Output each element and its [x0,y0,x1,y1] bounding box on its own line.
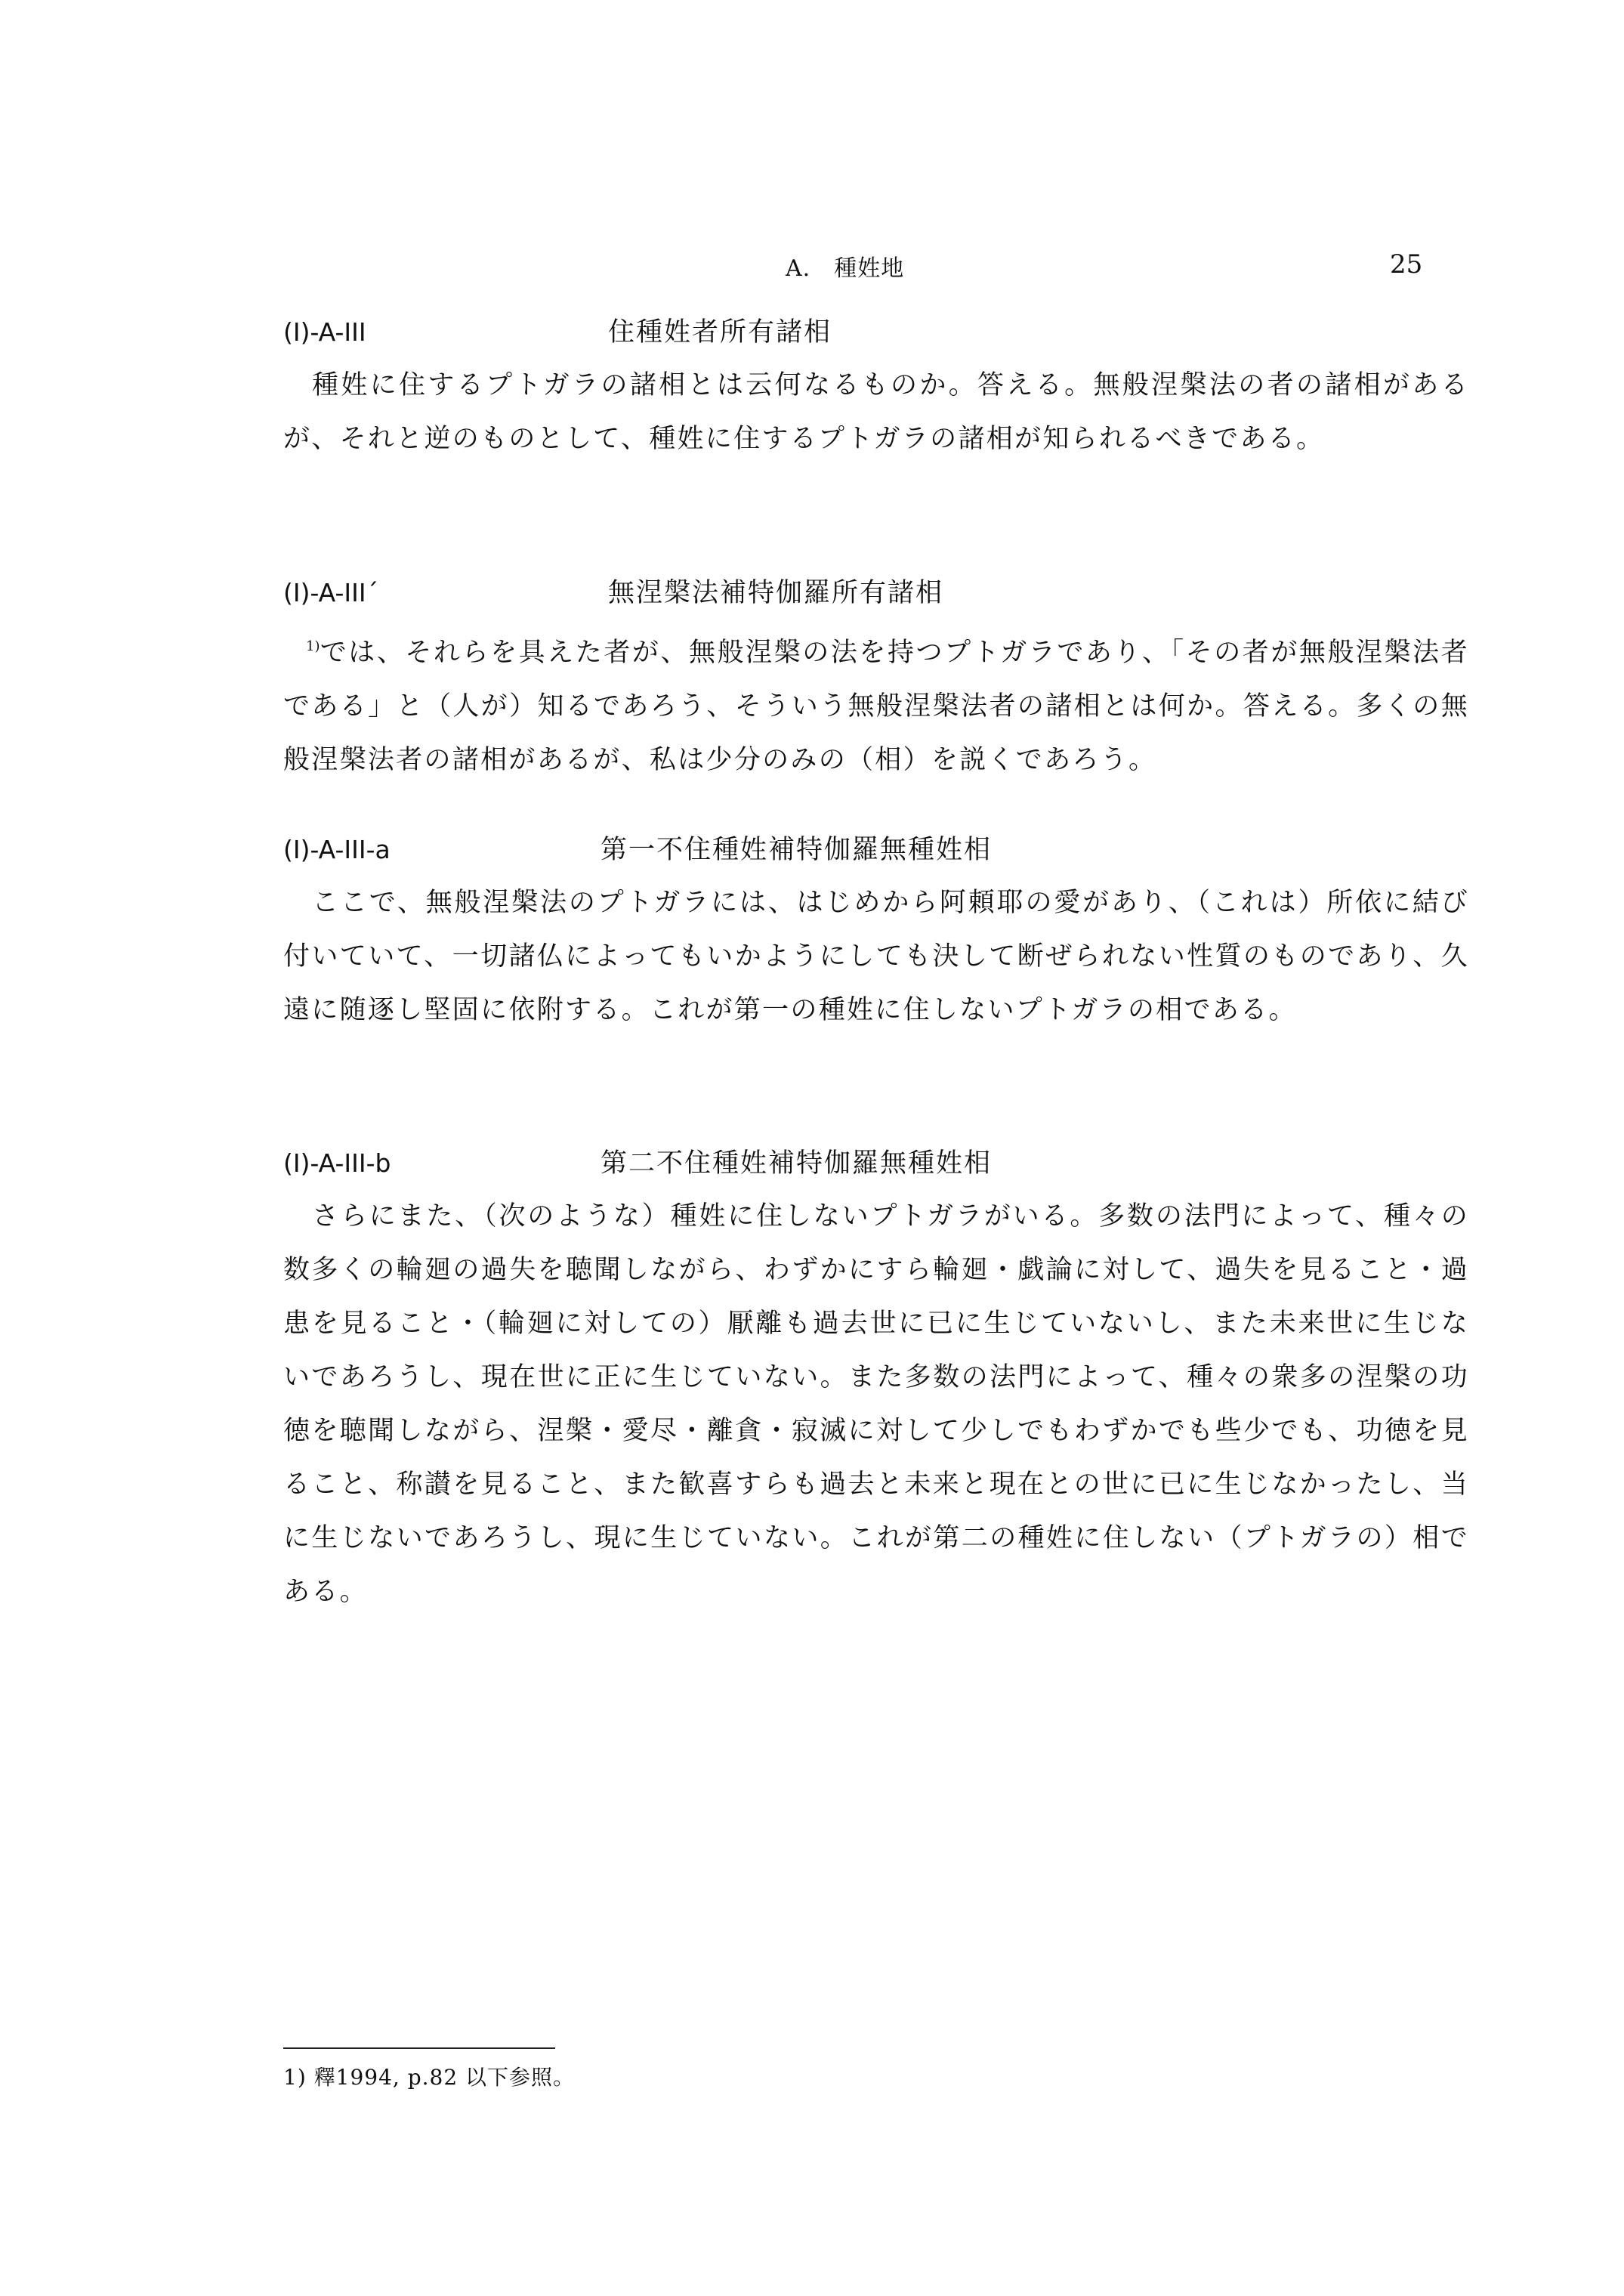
section-body: ここで、無般涅槃法のプトガラには、はじめから阿頼耶の愛があり、（これは）所依に結び付いていて、一切諸仏によってもいかようにしても決して断ぜられない性質のものであり、久遠に随逐し堅固に依附する。これが第一の種姓に住しないプトガラの相である。 [283,888,1469,1025]
section-2 [283,574,1469,787]
section-heading [283,314,1469,359]
page-number: 25 [1390,249,1423,280]
section-heading [283,1145,1469,1190]
footnote-reference: 1) [306,638,320,654]
footnote: 1) 釋1994, p.82 以下参照。 [283,2065,576,2090]
section-id: (I)-A-III [283,317,366,347]
section-id: (I)-A-III´ [283,578,379,607]
section-title: 無涅槃法補特伽羅所有諸相 [608,578,944,608]
section-id: (I)-A-III-a [283,835,391,864]
section-title: 住種姓者所有諸相 [608,317,832,348]
section-body [283,620,1469,787]
section-title: 第二不住種姓補特伽羅無種姓相 [601,1148,993,1179]
section-4 [283,1145,1469,1619]
section-3 [283,831,1469,1037]
running-head: A. 種姓地 [786,255,905,282]
section-heading [283,574,1469,620]
section-body: 種姓に住するプトガラの諸相とは云何なるものか。答える。無般涅槃法の者の諸相があるが、それと逆のものとして、種姓に住するプトガラの諸相が知られるべきである。 [283,370,1469,454]
section-body: さらにまた、（次のような）種姓に住しないプトガラがいる。多数の法門によって、種々の数多くの輪廻の過失を聴聞しながら、わずかにすら輪廻・戯論に対して、過失を見ること・過患を見ること・（輪廻に対しての）厭離も過去世に已に生じていないし、また未来世に生じないであろうし、現在世に正に生じていない。また多数の法門によって、種々の衆多の涅槃の功徳を聴聞しながら、涅槃・愛尽・離貪・寂滅に対して少しでもわずかでも些少でも、功徳を見ること、称讃を見ること、また歓喜すらも過去と未来と現在との世に已に生じなかったし、当に生じないであろうし、現に生じていない。これが第二の種姓に住しない（プトガラの）相である。 [283,1201,1469,1607]
section-1 [283,314,1469,466]
section-title: 第一不住種姓補特伽羅無種姓相 [601,835,993,865]
footnote-divider [283,2047,555,2049]
section-heading [283,831,1469,876]
section-id: (I)-A-III-b [283,1148,391,1178]
section-body-text: では、それらを具えた者が、無般涅槃の法を持つプトガラであり、「その者が無般涅槃法者である」と（人が）知るであろう、そういう無般涅槃法者の諸相とは何か。答える。多くの無般涅槃法者の諸相があるが、私は少分のみの（相）を説くであろう。 [283,638,1469,775]
